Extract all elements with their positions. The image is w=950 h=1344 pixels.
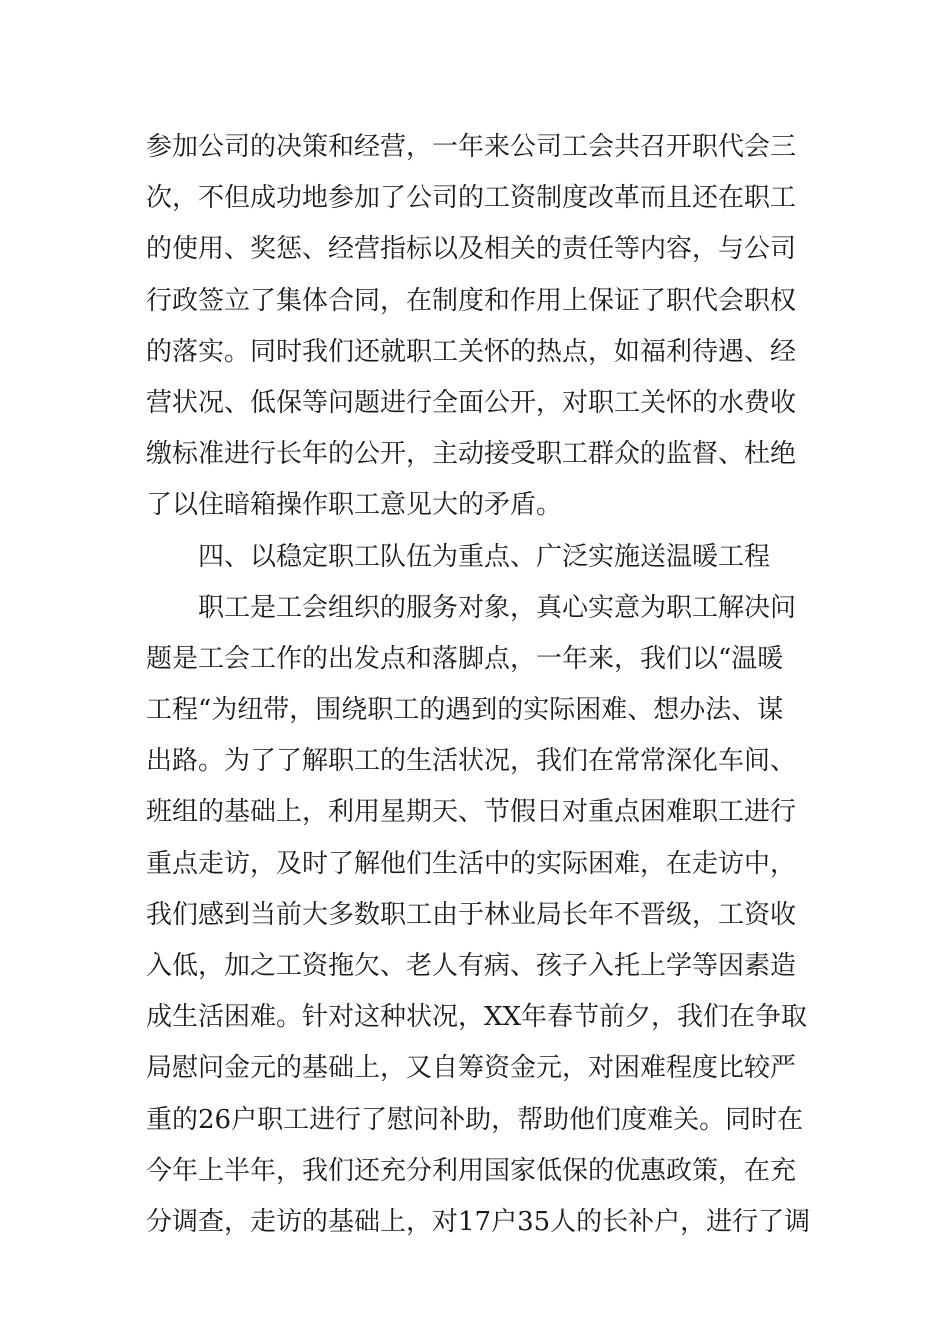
text-line: 行政签立了集体合同，在制度和作用上保证了职代会职权 bbox=[146, 285, 797, 316]
text-line: 参加公司的决策和经营，一年来公司工会共召开职代会三 bbox=[146, 132, 797, 162]
text-line: 出路。为了了解职工的生活状况，我们在常常深化车间、 bbox=[146, 746, 797, 777]
text-line: 营状况、低保等问题进行全面公开，对职工关怀的水费收 bbox=[146, 387, 797, 418]
text-line: 缴标准进行长年的公开，主动接受职工群众的监督、杜绝 bbox=[146, 439, 797, 470]
text-line: 今年上半年，我们还充分利用国家低保的优惠政策，在充 bbox=[146, 1155, 797, 1186]
text-line: 重的26户职工进行了慰问补助，帮助他们度难关。同时在 bbox=[146, 1104, 804, 1135]
text-line: 的落实。同时我们还就职工关怀的热点，如福利待遇、经 bbox=[146, 336, 797, 367]
body-text bbox=[146, 122, 816, 1248]
text-line: 题是工会工作的出发点和落脚点，一年来，我们以“温暖 bbox=[146, 643, 784, 674]
text-line: 入低，加之工资拖欠、老人有病、孩子入托上学等因素造 bbox=[146, 951, 797, 981]
text-line: 的使用、奖惩、经营指标以及相关的责任等内容，与公司 bbox=[146, 234, 797, 265]
text-line: 局慰问金元的基础上，又自筹资金元，对困难程度比较严 bbox=[146, 1053, 797, 1084]
text-line: 了以住暗箱操作职工意见大的矛盾。 bbox=[146, 490, 563, 521]
text-line: 分调查，走访的基础上，对17户35人的长补户，进行了调 bbox=[146, 1206, 811, 1237]
text-line: 成生活困难。针对这种状况，XX年春节前夕，我们在争取 bbox=[146, 1002, 808, 1033]
section-heading: 四、以稳定职工队伍为重点、广泛实施送温暖工程 bbox=[198, 541, 771, 572]
text-line: 我们感到当前大多数职工由于林业局长年不晋级，工资收 bbox=[146, 899, 797, 930]
text-line: 次，不但成功地参加了公司的工资制度改革而且还在职工 bbox=[146, 183, 797, 214]
paragraph-start-line: 职工是工会组织的服务对象，真心实意为职工解决问 bbox=[198, 592, 797, 623]
text-line: 重点走访，及时了解他们生活中的实际困难，在走访中， bbox=[146, 848, 797, 879]
text-line: 工程“为纽带，围绕职工的遇到的实际困难、想办法、谋 bbox=[146, 695, 784, 726]
text-line: 班组的基础上，利用星期天、节假日对重点困难职工进行 bbox=[146, 797, 797, 828]
